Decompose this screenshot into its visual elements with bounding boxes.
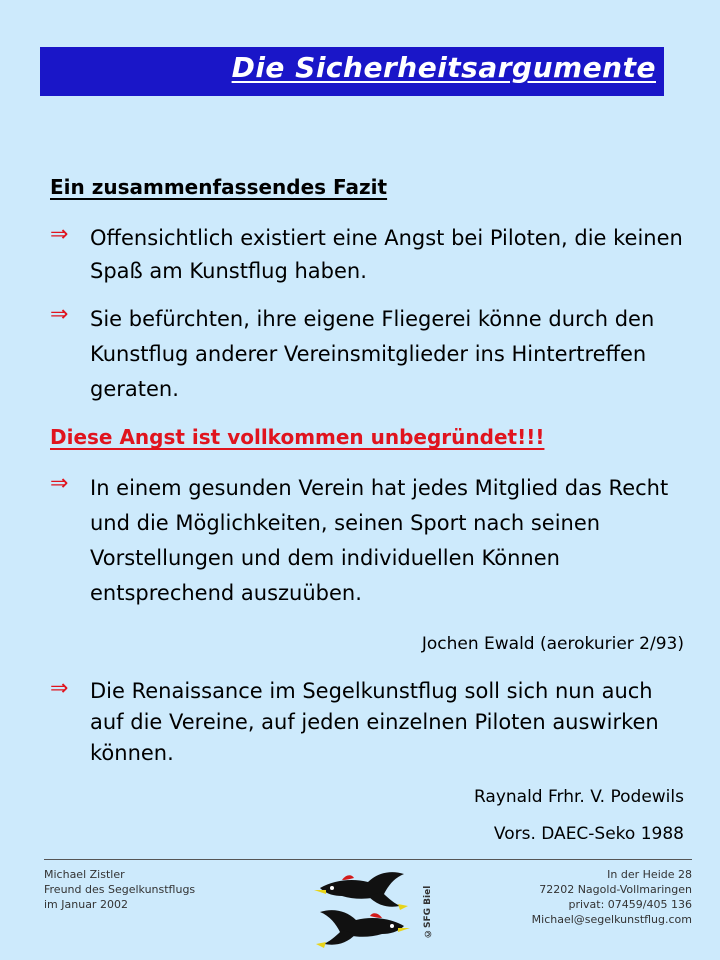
quote-attribution-podewils: Raynald Frhr. V. Podewils — [473, 787, 684, 807]
section-heading-fazit: Ein zusammenfassendes Fazit — [50, 175, 388, 199]
footer-divider — [44, 859, 692, 860]
title-bar — [40, 47, 664, 96]
footer-address-street: In der Heide 28 — [607, 868, 692, 881]
section-heading-angst: Diese Angst ist vollkommen unbegründet!!! — [50, 425, 545, 449]
footer-author-role: Freund des Segelkunstflugs — [44, 883, 196, 896]
quote-attribution-ewald: Jochen Ewald (aerokurier 2/93) — [421, 634, 684, 654]
bullet-text-2: Sie befürchten, ihre eigene Fliegerei könne durch den Kunstflug anderer Vereinsmitglieder ins Hintertreffen geraten. — [90, 307, 655, 401]
arrow-icon: ⇒ — [50, 222, 69, 247]
arrow-icon: ⇒ — [50, 471, 69, 496]
arrow-icon: ⇒ — [50, 302, 69, 327]
bullet-text-1: Offensichtlich existiert eine Angst bei Piloten, die keinen Spaß am Kunstflug haben. — [90, 226, 683, 283]
bullet-item-2 — [50, 302, 690, 407]
page-title: Die Sicherheitsargumente — [231, 51, 656, 84]
arrow-icon: ⇒ — [50, 676, 69, 701]
logo-copyright: ©SFG Biel — [423, 885, 433, 938]
bullet-text-4: Die Renaissance im Segelkunstflug soll sich nun auch auf die Vereine, auf jeden einzelnen Piloten auswirken können. — [90, 679, 659, 765]
quote-attribution-seko: Vors. DAEC-Seko 1988 — [493, 824, 684, 844]
footer-author-date: im Januar 2002 — [44, 898, 128, 911]
footer-email: Michael@segelkunstflug.com — [531, 913, 692, 926]
footer-author-name: Michael Zistler — [44, 868, 125, 881]
bullet-item-3 — [50, 471, 690, 611]
bullet-item-4 — [50, 676, 690, 769]
footer-author-info — [44, 867, 195, 912]
footer-phone: privat: 07459/405 136 — [568, 898, 692, 911]
footer-contact-info — [532, 867, 692, 927]
bird-logo-icon — [312, 866, 412, 956]
footer-address-city: 72202 Nagold-Vollmaringen — [539, 883, 692, 896]
bullet-text-3: In einem gesunden Verein hat jedes Mitglied das Recht und die Möglichkeiten, seinen Sport nach seinen Vorstellungen und dem individuellen Können entsprechend auszuüben. — [90, 476, 669, 605]
bullet-item-1 — [50, 222, 690, 288]
